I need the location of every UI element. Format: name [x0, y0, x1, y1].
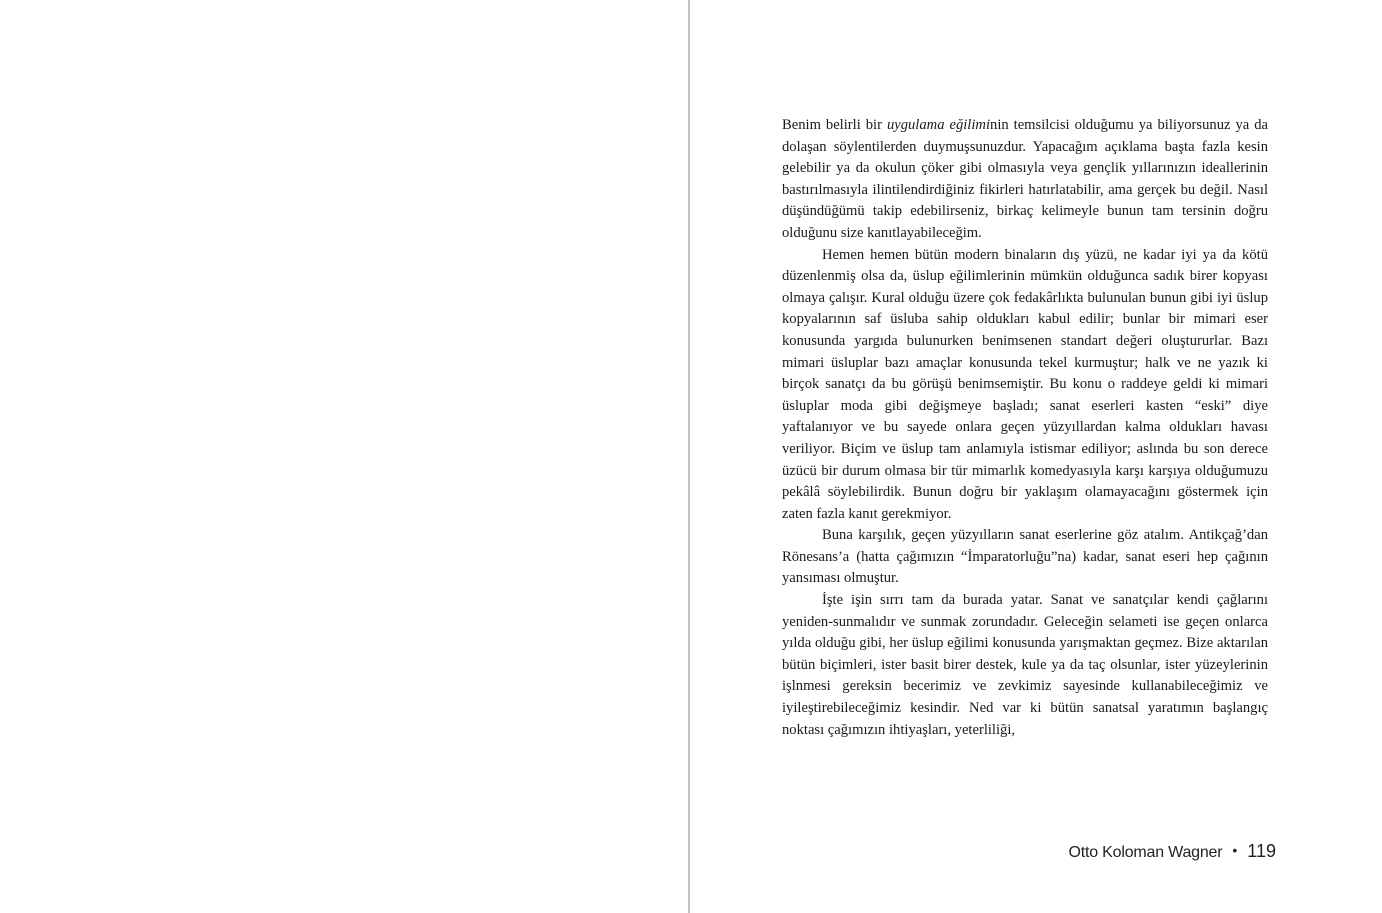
- text-run: Hemen hemen bütün modern binaların dış yüzü, ne kadar iyi ya da kötü düzenlenmiş olsa da, üslup eğilimlerinin mümkün olduğunca sadık birer kopyası olmaya çalışır. Kural olduğu üzere çok fedakârlıkta bulunulan bunun gibi iyi üslup kopyalarının saf üsluba sahip oldukları kabul edilir; bunlar bir mimari eser konusunda yargıda bulunurken benimsenen standart değeri oluştururlar. Bazı mimari üsluplar bazı amaçlar konusunda tekel kurmuştur; halk ve ne yazık ki birçok sanatçı da bu görüşü benimsemiştir. Bu konu o raddeye geldi ki mimari üsluplar moda gibi değişmeye başladı; sanat eserleri kasten “eski” diye yaftalanıyor ve bu sayede onlara geçen yüzyıllardan kalma oldukları havası veriliyor. Biçim ve üslup tam anlamıyla istismar ediliyor; aslında bu son derece üzücü bir durum olmasa bir tür mimarlık komedyasıyla karşı karşıya olduğumuzu pekâlâ söylebilirdik. Bunun doğru bir yaklaşım olamayacağını göstermek için zaten fazla kanıt gerekmiyor.: [782, 246, 1268, 522]
- italic-term: uygulama eğilimi: [886, 117, 991, 133]
- left-blank-page: [0, 0, 688, 913]
- running-footer-author: Otto Koloman Wagner: [1068, 844, 1223, 861]
- paragraph-3: [782, 525, 1268, 590]
- text-run: Buna karşılık, geçen yüzyılların sanat eserlerine göz atalım. Antikçağ’dan Rönesans’a (hatta çağımızın “İmparatorluğu”na) kadar, sanat eseri hep çağının yansıması olmuştur.: [782, 527, 1268, 587]
- text-run: Benim belirli bir: [782, 117, 887, 133]
- page-footer: [1068, 841, 1276, 862]
- right-page: [690, 0, 1382, 913]
- paragraph-4: [782, 590, 1268, 741]
- footer-bullet-separator: •: [1232, 842, 1238, 858]
- text-run: İşte işin sırrı tam da burada yatar. Sanat ve sanatçılar kendi çağlarını yeniden-sunmalıdır ve sunmak zorundadır. Geleceğin selameti ise geçen onlarca yılda olduğu gibi, her üslup eğilimi konusunda yarışmaktan geçmez. Bize aktarılan bütün biçimleri, ister basit birer destek, kule ya da taç olsunlar, ister yüzeylerinin işlnmesi gereksin becerimiz ve zevkimiz sayesinde kullanabileceğimiz ve iyileştirebileceğimiz kesindir. Ned var ki bütün sanatsal yaratımın başlangıç noktası çağımızın ihtiyaşları, yeterliliği,: [782, 592, 1268, 738]
- paragraph-2: [782, 245, 1268, 526]
- paragraph-1: [782, 115, 1268, 245]
- page-number: 119: [1247, 841, 1276, 861]
- text-run: nin temsilcisi olduğumu ya biliyorsunuz ya da dolaşan söylentilerden duymuşsunuzdur. Yapacağım açıklama başta fazla kesin gelebilir ya da okulun çöker gibi olmasıyla veya gençlik yıllarınızın ideallerinin bastırılmasıyla ilintilendirdiğiniz fikirleri hatırlatabilir, ama gerçek bu değil. Nasıl düşündüğümü takip edebilirseniz, birkaç kelimeyle bunun tam tersinin doğru olduğunu size kanıtlayabileceğim.: [782, 117, 1268, 241]
- body-text: [782, 115, 1268, 741]
